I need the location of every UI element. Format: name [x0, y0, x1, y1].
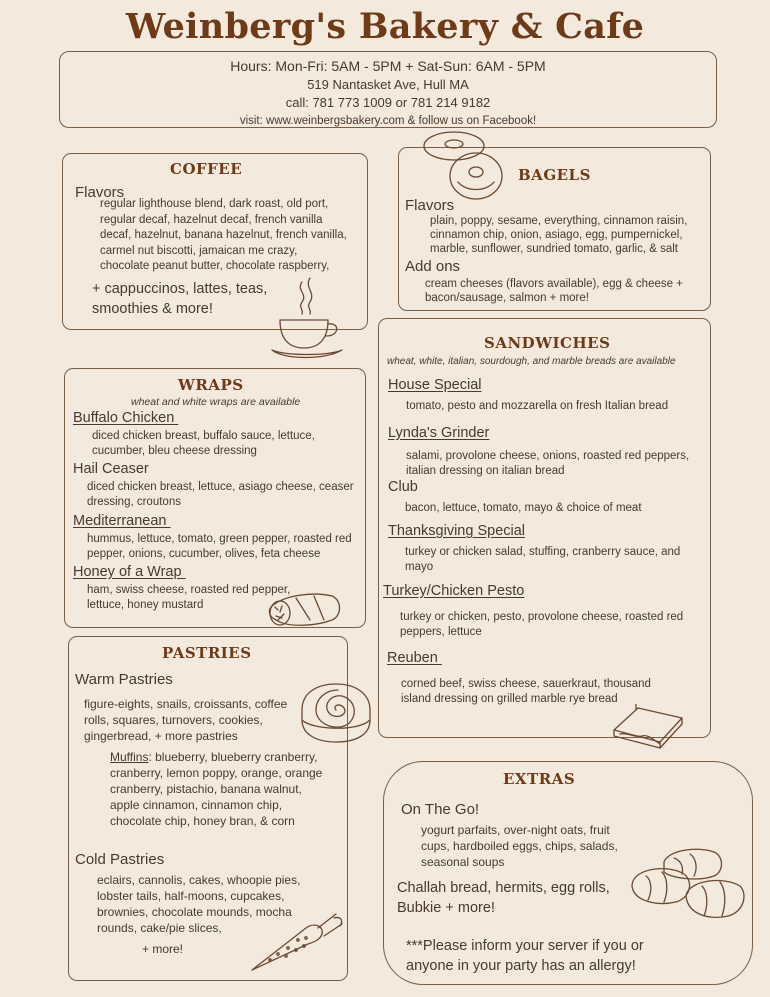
warm-pastries-label: Warm Pastries	[75, 671, 173, 688]
coffee-extra-line: smoothies & more!	[92, 301, 213, 317]
cold-pastries-label: Cold Pastries	[75, 851, 165, 868]
wrap-item-line: dressing, croutons	[87, 496, 181, 508]
wrap-item-desc	[87, 532, 352, 562]
coffee-flavors-line: carmel nut biscotti, jamaican me crazy,	[100, 244, 298, 257]
cinnamon-roll-icon	[296, 680, 374, 746]
sandwich-item-line: turkey or chicken salad, stuffing, cranberry sauce, and	[405, 546, 681, 558]
muffins-line: : blueberry, blueberry cranberry,	[148, 750, 318, 764]
piping-bag-icon	[248, 908, 348, 974]
bread-text	[397, 878, 610, 918]
sandwiches-note: wheat, white, italian, sourdough, and marble breads are available	[387, 356, 676, 367]
bagels-flavors-line: marble, sunflower, sundried tomato, garlic, & salt	[430, 243, 679, 255]
bagels-flavors-line: cinnamon chip, onion, asiago, egg, pumpernickel,	[430, 229, 683, 241]
coffee-extra-line: + cappuccinos, lattes, teas,	[92, 281, 268, 297]
sandwich-item-desc	[406, 399, 668, 414]
wrap-item-line: ham, swiss cheese, roasted red pepper,	[87, 584, 291, 596]
bagels-addons-line: bacon/sausage, salmon + more!	[425, 292, 589, 304]
coffee-title: COFFEE	[170, 160, 243, 178]
sandwich-icon	[610, 704, 690, 750]
wrap-item-title: Buffalo Chicken	[73, 410, 179, 426]
bread-line: Challah bread, hermits, egg rolls,	[397, 880, 610, 896]
sandwich-item-title: House Special	[388, 377, 482, 393]
cold-pastries-line: rounds, cake/pie slices,	[97, 921, 222, 935]
sandwich-item-title: Thanksgiving Special	[388, 523, 526, 539]
sandwich-item-line: salami, provolone cheese, onions, roasted red peppers,	[406, 450, 690, 462]
sandwich-item-line: bacon, lettuce, tomato, mayo & choice of meat	[405, 502, 642, 514]
warm-pastries-line: figure-eights, snails, croissants, coffee	[84, 697, 288, 711]
warm-pastries-line: gingerbread, + more pastries	[84, 729, 238, 743]
sandwich-item-line: tomato, pesto and mozzarella on fresh Italian bread	[406, 400, 669, 412]
sandwiches-title: SANDWICHES	[484, 334, 611, 352]
coffee-cup-icon	[268, 276, 348, 362]
sandwich-item-desc	[406, 449, 689, 479]
cold-pastries-line: eclairs, cannolis, cakes, whoopie pies,	[97, 873, 301, 887]
sandwich-item-desc	[405, 501, 642, 516]
coffee-flavors-label: Flavors	[75, 184, 125, 201]
sandwich-item-desc	[405, 545, 680, 575]
cold-pastries-more: + more!	[142, 942, 184, 956]
wrap-item-line: diced chicken breast, lettuce, asiago cheese, ceaser	[87, 481, 354, 493]
allergy-line: anyone in your party has an allergy!	[406, 958, 636, 974]
wrap-item-desc	[87, 480, 354, 510]
sandwich-item-title: Lynda's Grinder	[388, 425, 490, 441]
sandwich-item-desc	[401, 677, 651, 707]
coffee-extra	[92, 279, 267, 319]
warm-pastries-list	[84, 696, 287, 744]
on-the-go-line: seasonal soups	[421, 855, 505, 869]
warm-pastries-line: rolls, squares, turnovers, cookies,	[84, 713, 263, 727]
muffins-line: cranberry, lemon poppy, orange, orange	[110, 766, 323, 780]
coffee-flavors-line: chocolate peanut butter, chocolate raspberry,	[100, 260, 330, 272]
muffins-line: apple cinnamon, cinnamon chip,	[110, 798, 283, 812]
info-box	[59, 51, 717, 128]
coffee-flavors-line: regular decaf, hazelnut decaf, french vanilla	[100, 213, 323, 226]
bagels-addons-line: cream cheeses (flavors available), egg & cheese +	[425, 278, 683, 290]
wrap-item-desc	[92, 429, 315, 459]
on-the-go-label: On The Go!	[401, 801, 480, 818]
website-text: visit: www.weinbergsbakery.com & follow us on Facebook!	[239, 115, 537, 127]
sandwich-item-line: mayo	[405, 561, 434, 573]
wraps-note: wheat and white wraps are available	[131, 396, 301, 408]
sandwich-item-title: Club	[388, 479, 418, 495]
coffee-flavors-line: decaf, hazelnut, banana hazelnut, french vanilla,	[100, 229, 347, 241]
bagels-addons-list	[425, 277, 683, 305]
sandwich-item-line: italian dressing on italian bread	[406, 465, 565, 477]
sandwich-item-title: Turkey/Chicken Pesto	[383, 583, 525, 599]
rolls-icon	[628, 846, 748, 926]
wrap-item-desc	[87, 583, 290, 613]
coffee-flavors-line: regular lighthouse blend, dark roast, old port,	[100, 198, 329, 210]
sandwich-item-line: turkey or chicken, pesto, provolone cheese, roasted red	[400, 611, 684, 623]
on-the-go-list	[421, 822, 618, 870]
on-the-go-line: cups, hardboiled eggs, chips, salads,	[421, 839, 618, 853]
bagels-addons-label: Add ons	[405, 258, 461, 275]
allergy-notice	[406, 936, 644, 976]
allergy-line: ***Please inform your server if you or	[406, 938, 644, 954]
on-the-go-line: yogurt parfaits, over-night oats, fruit	[421, 823, 610, 837]
wrap-item-line: cucumber, bleu cheese dressing	[92, 445, 257, 457]
sandwich-item-title: Reuben	[387, 650, 442, 666]
sandwich-item-line: corned beef, swiss cheese, sauerkraut, thousand	[401, 678, 651, 690]
sandwich-item-desc	[400, 610, 683, 640]
phone-text: call: 781 773 1009 or 781 214 9182	[285, 95, 491, 110]
wrap-icon	[266, 586, 344, 632]
pastries-title: PASTRIES	[162, 644, 252, 662]
page-title: Weinberg's Bakery & Cafe	[125, 6, 645, 47]
muffins-line: chocolate chip, honey bran, & corn	[110, 814, 295, 828]
wrap-item-line: lettuce, honey mustard	[87, 599, 204, 611]
bagels-flavors-label: Flavors	[405, 197, 455, 214]
bread-line: Bubkie + more!	[397, 900, 495, 916]
wraps-title: WRAPS	[178, 376, 244, 394]
sandwich-item-line: peppers, lettuce	[400, 626, 482, 638]
muffins-line: cranberry, pistachio, banana walnut,	[110, 782, 302, 796]
wrap-item-title: Hail Ceaser	[73, 461, 149, 477]
bagels-icon	[420, 128, 510, 204]
wrap-item-line: diced chicken breast, buffalo sauce, lettuce,	[92, 430, 315, 442]
wrap-item-line: hummus, lettuce, tomato, green pepper, roasted red	[87, 533, 352, 545]
wrap-item-title: Mediterranean	[73, 513, 171, 529]
cold-pastries-line: lobster tails, half-moons, cupcakes,	[97, 889, 285, 903]
address-text: 519 Nantasket Ave, Hull MA	[307, 77, 469, 92]
wrap-item-line: pepper, onions, cucumber, olives, feta cheese	[87, 548, 321, 560]
sandwich-item-line: island dressing on grilled marble rye bread	[401, 693, 618, 705]
wrap-item-title: Honey of a Wrap	[73, 564, 186, 580]
muffins-label: Muffins	[110, 750, 149, 764]
bagels-title: BAGELS	[518, 166, 591, 184]
hours-text: Hours: Mon-Fri: 5AM - 5PM + Sat-Sun: 6AM - 5PM	[230, 58, 546, 74]
bagels-flavors-list	[430, 214, 687, 256]
extras-title: EXTRAS	[503, 770, 576, 788]
muffins-list	[110, 749, 322, 829]
cold-pastries-line: brownies, chocolate mounds, mocha	[97, 905, 292, 919]
bagels-flavors-line: plain, poppy, sesame, everything, cinnamon raisin,	[430, 215, 688, 227]
coffee-flavors-list	[100, 197, 347, 275]
